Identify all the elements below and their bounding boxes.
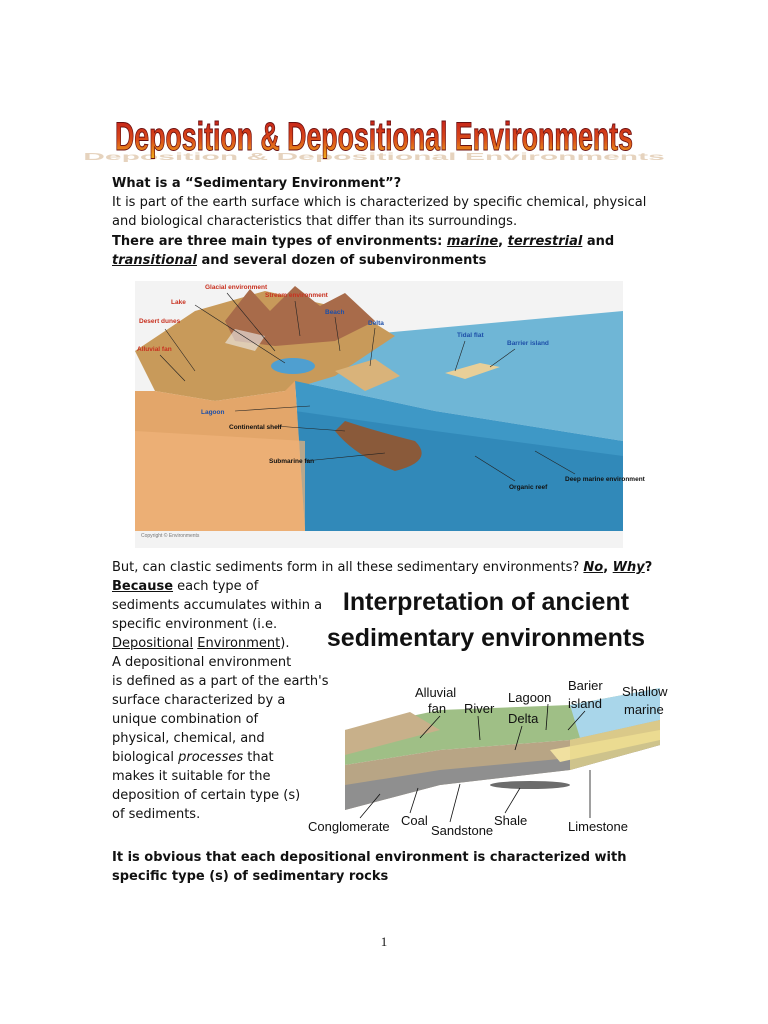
fig2-label-shallow: Shallow [622, 684, 668, 699]
fig2-label-barier: Barier [568, 678, 603, 693]
fig2-label-conglomerate: Conglomerate [308, 819, 390, 834]
label-lake: Lake [171, 299, 186, 306]
conclusion-paragraph: It is obvious that each depositional environment is characterized with specific type (s) of sedimentary rocks [112, 850, 627, 884]
term-environment: Environment [197, 636, 281, 651]
fig2-title-line2: sedimentary environments [326, 624, 646, 652]
question-heading: What is a “Sedimentary Environment”? [112, 176, 402, 191]
label-submarine: Submarine fan [269, 458, 315, 465]
page-number: 1 [380, 934, 388, 949]
term-marine: marine [446, 234, 499, 249]
label-shelf: Continental shelf [229, 424, 282, 431]
document-title [83, 110, 665, 168]
term-transitional: transitional [112, 253, 197, 268]
label-beach: Beach [325, 309, 345, 316]
fig2-label-alluvial: Alluvial [415, 685, 457, 700]
sedimentary-environments-diagram [135, 281, 645, 548]
label-delta: Delta [368, 320, 384, 327]
fig2-label-sandstone: Sandstone [431, 823, 494, 838]
fig2-label-limestone: Limestone [568, 819, 628, 834]
fig2-label-marine: marine [624, 702, 664, 717]
fig2-label-island: island [568, 696, 602, 711]
fig2-shale-lens [490, 781, 570, 789]
types-paragraph: There are three main types of environments: marine, terrestrial and transitional and several dozen of subenvironments [112, 234, 615, 268]
fig2-label-delta: Delta [508, 711, 539, 726]
svg-text:Copyright © Environments: Copyright © Environments [141, 533, 200, 539]
fig2-label-river: River [464, 701, 495, 716]
term-processes: processes [178, 750, 244, 765]
label-lagoon: Lagoon [201, 409, 225, 416]
question-clastic: But, can clastic sediments form in all these sedimentary environments? No, Why? [112, 560, 653, 575]
answer-no: No [583, 560, 604, 575]
term-depositional: Depositional [112, 636, 194, 651]
fig2-title-line1: Interpretation of ancient [342, 588, 630, 616]
label-tidal: Tidal flat [457, 332, 484, 339]
label-glacial: Glacial environment [205, 284, 268, 291]
label-stream: Stream environment [265, 292, 328, 299]
fig2-label-fan: fan [428, 701, 447, 716]
title-text: Deposition & Depositional Environments [115, 115, 633, 159]
label-reef: Organic reef [509, 484, 548, 491]
fig2-label-coal: Coal [401, 813, 428, 828]
label-desert: Desert dunes [139, 318, 181, 325]
label-deep: Deep marine environment [565, 476, 645, 483]
ancient-environments-figure [300, 580, 672, 842]
title-shadow: Deposition & Depositional Environments [83, 150, 665, 163]
because-word: Because [112, 579, 174, 594]
term-terrestrial: terrestrial [507, 234, 583, 249]
label-barrier: Barrier island [507, 340, 549, 347]
label-alluvial: Alluvial fan [137, 346, 172, 353]
definition-paragraph: It is part of the earth surface which is characterized by specific chemical, physical and biological characteristics that differ than its surroundings. [112, 195, 647, 229]
depositional-environment-paragraph: Because each type of sediments accumulates within a specific environment (i.e. Depositional Environment). A depositional environment is defined as a part of the earth's surface characterized by a unique combination of physical, chemical, and biological processes that makes it suitable for the deposition of certain type (s) of sediments. [112, 579, 329, 822]
answer-why: Why [612, 560, 645, 575]
fig2-label-lagoon: Lagoon [508, 690, 552, 705]
fig2-label-shale: Shale [494, 813, 528, 828]
lake [271, 358, 315, 374]
